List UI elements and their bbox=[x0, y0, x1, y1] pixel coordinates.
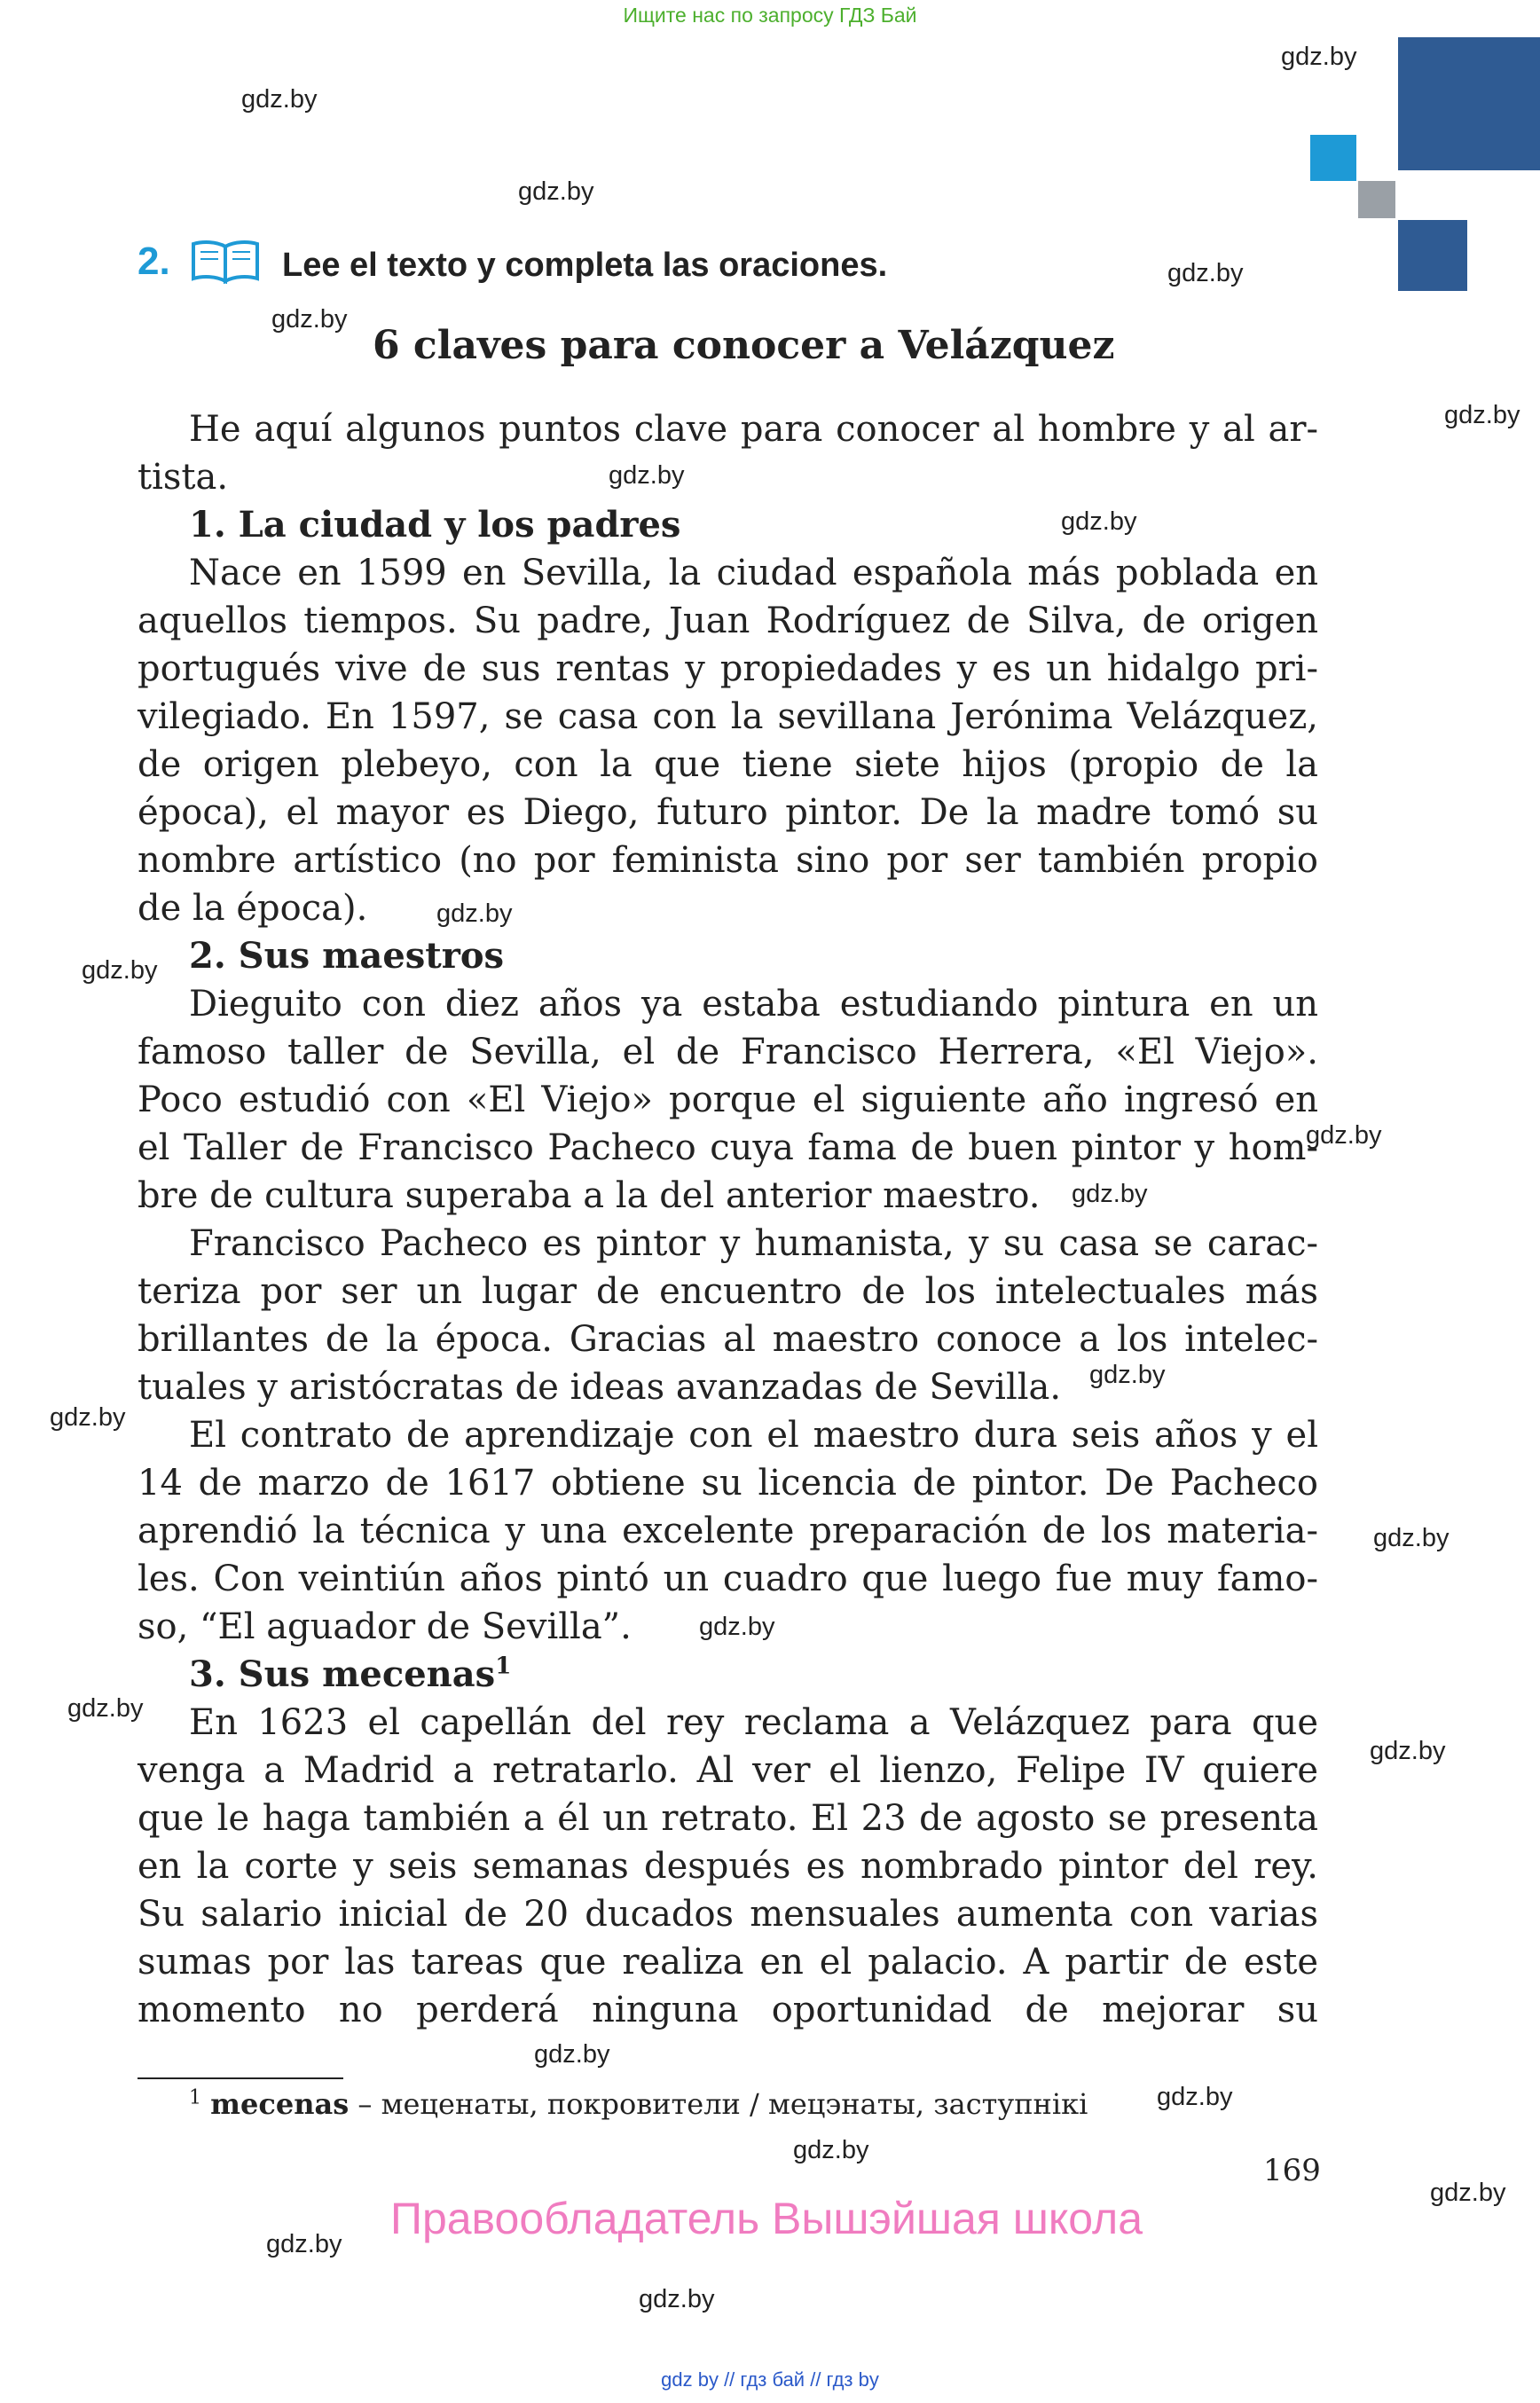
footnote-text: – меценаты, покровители / мецэнаты, заступнікі bbox=[349, 2087, 1088, 2121]
watermark: gdz.by bbox=[793, 2136, 869, 2164]
section-heading: 1. La ciudad y los padres bbox=[189, 504, 681, 546]
text-line: momento no perderá ninguna oportunidad de mejorar su bbox=[138, 1990, 1318, 2030]
footnote-divider bbox=[138, 2077, 343, 2079]
text-line: tista. bbox=[138, 457, 229, 498]
text-line: so, “El aguador de Sevilla”. bbox=[138, 1606, 632, 1647]
task-instruction: Lee el texto y completa las oraciones. bbox=[282, 247, 888, 284]
text-line: portugués vive de sus rentas y propiedades y es un hidalgo pri- bbox=[138, 648, 1318, 689]
text-line: El contrato de aprendizaje con el maestro dura seis años y el bbox=[189, 1415, 1318, 1456]
watermark: gdz.by bbox=[241, 85, 318, 114]
watermark: gdz.by bbox=[271, 305, 348, 334]
footnote-number: 1 bbox=[189, 2086, 201, 2109]
copyright-notice: Правообладатель Вышэйшая школа bbox=[390, 2194, 1143, 2243]
text-line: Francisco Pacheco es pintor y humanista, y su casa se carac- bbox=[189, 1223, 1318, 1264]
text-line: el Taller de Francisco Pacheco cuya fama de buen pintor y hom- bbox=[138, 1127, 1318, 1168]
watermark: gdz.by bbox=[534, 2040, 610, 2069]
text-line: teriza por ser un lugar de encuentro de los intelectuales más bbox=[138, 1271, 1318, 1312]
text-line: Poco estudió con «El Viejo» porque el siguiente año ingresó en bbox=[138, 1080, 1318, 1120]
footnote bbox=[189, 2087, 1088, 2121]
watermark: gdz.by bbox=[1370, 1737, 1446, 1765]
section-heading-text: 3. Sus mecenas bbox=[189, 1653, 496, 1695]
text-line: nombre artístico (no por feminista sino por ser también propio bbox=[138, 840, 1318, 881]
text-line: Su salario inicial de 20 ducados mensuales aumenta con varias bbox=[138, 1894, 1318, 1935]
watermark: gdz.by bbox=[1373, 1524, 1450, 1552]
text-line: venga a Madrid a retratarlo. Al ver el lienzo, Felipe IV quiere bbox=[138, 1750, 1318, 1791]
watermark: gdz.by bbox=[1089, 1361, 1166, 1389]
text-line: de origen plebeyo, con la que tiene siete hijos (propio de la bbox=[138, 744, 1318, 785]
article-title: 6 claves para conocer a Velázquez bbox=[373, 323, 1115, 368]
page-number: 169 bbox=[1263, 2153, 1321, 2188]
footnote-term: mecenas bbox=[210, 2087, 350, 2121]
decor-square-large bbox=[1398, 37, 1540, 170]
text-line: que le haga también a él un retrato. El 23 de agosto se presenta bbox=[138, 1798, 1318, 1839]
footnote-mark: 1 bbox=[495, 1653, 512, 1680]
text-line: Nace en 1599 en Sevilla, la ciudad española más poblada en bbox=[189, 553, 1318, 593]
watermark: gdz.by bbox=[1281, 43, 1357, 71]
text-line: vilegiado. En 1597, se casa con la sevillana Jerónima Velázquez, bbox=[138, 696, 1318, 737]
section-heading bbox=[138, 1651, 1318, 1699]
watermark: gdz.by bbox=[639, 2285, 715, 2313]
text-line: sumas por las tareas que realiza en el palacio. A partir de este bbox=[138, 1942, 1318, 1983]
watermark: gdz.by bbox=[699, 1613, 775, 1641]
watermark: gdz.by bbox=[1167, 259, 1244, 287]
text-line: 14 de marzo de 1617 obtiene su licencia de pintor. De Pacheco bbox=[138, 1463, 1318, 1504]
watermark: gdz.by bbox=[1061, 507, 1137, 536]
watermark: gdz.by bbox=[67, 1694, 144, 1723]
text-line: tuales y aristócratas de ideas avanzadas de Sevilla. bbox=[138, 1367, 1062, 1408]
text-line: bre de cultura superaba a la del anterior maestro. bbox=[138, 1175, 1041, 1216]
watermark: gdz.by bbox=[609, 461, 685, 490]
watermark: gdz.by bbox=[1072, 1180, 1148, 1208]
text-line: de la época). bbox=[138, 888, 368, 929]
watermark: gdz.by bbox=[1306, 1121, 1382, 1150]
watermark: gdz.by bbox=[1430, 2179, 1506, 2207]
watermark: gdz.by bbox=[266, 2230, 342, 2258]
text-line: aquellos tiempos. Su padre, Juan Rodríguez de Silva, de origen bbox=[138, 601, 1318, 641]
text-line: les. Con veintiún años pintó un cuadro que luego fue muy famo- bbox=[138, 1559, 1318, 1599]
text-line: Dieguito con diez años ya estaba estudiando pintura en un bbox=[189, 984, 1318, 1025]
text-line: época), el mayor es Diego, futuro pintor. De la madre tomó su bbox=[138, 792, 1318, 833]
watermark: gdz.by bbox=[82, 956, 158, 985]
decor-square-gray bbox=[1358, 181, 1395, 218]
watermark: gdz.by bbox=[1444, 401, 1520, 429]
bottom-links: gdz by // гдз бай // гдз by bbox=[661, 2368, 879, 2391]
text-line: En 1623 el capellán del rey reclama a Velázquez para que bbox=[189, 1702, 1318, 1743]
text-line: He aquí algunos puntos clave para conocer al hombre y al ar- bbox=[189, 409, 1318, 450]
watermark: gdz.by bbox=[518, 177, 594, 206]
text-line: en la corte y seis semanas después es nombrado pintor del rey. bbox=[138, 1846, 1318, 1887]
text-line: brillantes de la época. Gracias al maestro conoce a los intelec- bbox=[138, 1319, 1318, 1360]
watermark: gdz.by bbox=[436, 899, 513, 928]
task-number: 2. bbox=[138, 240, 170, 283]
decor-square-blue bbox=[1398, 220, 1467, 291]
section-heading: 2. Sus maestros bbox=[189, 935, 505, 977]
watermark: gdz.by bbox=[1157, 2083, 1233, 2111]
top-banner: Ищите нас по запросу ГДЗ Бай bbox=[623, 4, 917, 27]
text-line: aprendió la técnica y una excelente preparación de los materia- bbox=[138, 1511, 1318, 1551]
text-line: famoso taller de Sevilla, el de Francisco Herrera, «El Viejo». bbox=[138, 1032, 1318, 1072]
decor-square-light-blue bbox=[1310, 135, 1356, 181]
watermark: gdz.by bbox=[50, 1403, 126, 1432]
open-book-icon bbox=[190, 238, 261, 284]
